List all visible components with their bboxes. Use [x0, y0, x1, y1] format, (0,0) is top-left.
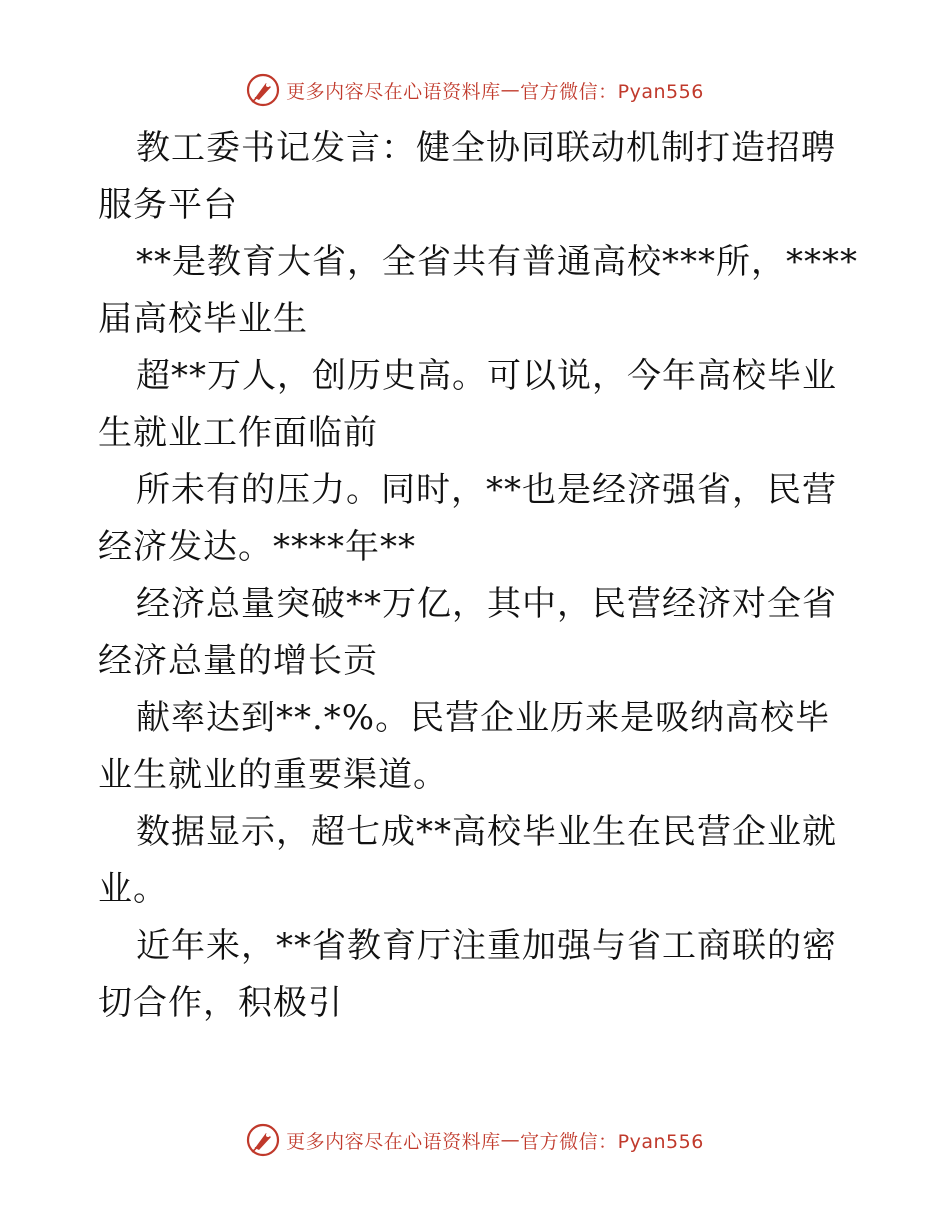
paragraph: 所未有的压力。同时，**也是经济强省，民营经济发达。****年**: [98, 470, 837, 567]
watermark-main-text: 更多内容尽在心语资料库: [286, 1130, 501, 1153]
paragraph: **是教育大省，全省共有普通高校***所，****届高校毕业生: [98, 242, 858, 339]
document-title-paragraph: 教工委书记发言：健全协同联动机制打造招聘服务平台: [98, 128, 836, 225]
pen-nib-logo-icon: [246, 1123, 280, 1157]
watermark-contact-text: 官方微信：Pyan556: [520, 1130, 704, 1153]
watermark-separator: —: [500, 1129, 521, 1151]
watermark-main-text: 更多内容尽在心语资料库: [286, 80, 501, 103]
paragraph: 数据显示，超七成**高校毕业生在民营企业就业。: [98, 812, 837, 909]
document-body: [98, 120, 858, 1032]
paragraph: 近年来，**省教育厅注重加强与省工商联的密切合作，积极引: [98, 926, 837, 1023]
header-watermark: [0, 72, 950, 108]
paragraph: 超**万人，创历史高。可以说，今年高校毕业生就业工作面临前: [98, 356, 837, 453]
pen-nib-logo-icon: [246, 73, 280, 107]
paragraph: 经济总量突破**万亿，其中，民营经济对全省经济总量的增长贡: [98, 584, 837, 681]
footer-watermark: [0, 1122, 950, 1158]
watermark-contact-text: 官方微信：Pyan556: [520, 80, 704, 103]
paragraph: 献率达到**.*%。民营企业历来是吸纳高校毕业生就业的重要渠道。: [98, 698, 831, 795]
watermark-separator: —: [500, 79, 521, 101]
